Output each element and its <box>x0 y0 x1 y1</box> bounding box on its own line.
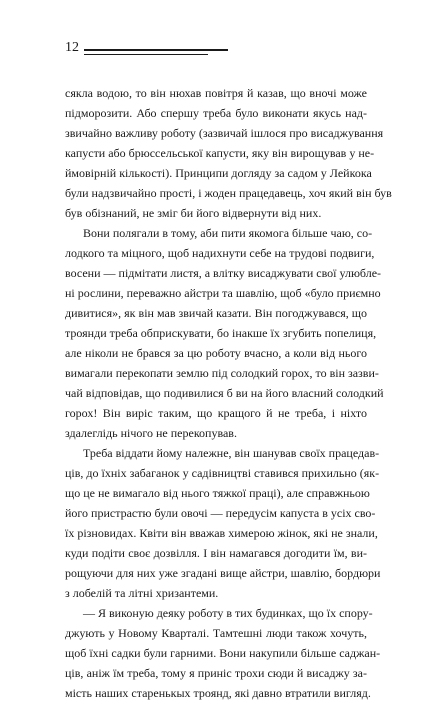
text-line: щоб їхні садки були гарними. Вони накупили більше саджан- <box>65 646 381 660</box>
text-line: його пристрастю були овочі — передусім капуста в усіх сво- <box>65 506 376 520</box>
text-line: що це не вимагало від нього тяжкої праці), але справжньою <box>65 486 370 500</box>
text-line: здалеглідь нічого не перекопував. <box>65 426 237 440</box>
text-line: рощуючи для них уже згадані вище айстри, шавлію, бордюри <box>65 566 381 580</box>
text-line: були надзвичайно прості, і жоден працедавець, хоч який він був <box>65 186 392 200</box>
body-text <box>65 83 392 703</box>
text-line: Треба віддати йому належне, він шанував своїх працедав- <box>83 446 380 460</box>
text-line: але ніколи не брався за цю роботу вчасно, а коли від нього <box>65 346 367 360</box>
text-line: сякла водою, то він нюхав повітря й казав, що вночі може <box>65 86 367 100</box>
text-line: капусти або брюссельської капусти, яку він вирощував у не- <box>65 146 375 160</box>
text-line: куди подіти своє дозвілля. І він намагався догодити їм, ви- <box>65 546 367 560</box>
text-line: ні рослини, переважно айстри та шавлію, щоб «було приємно <box>65 286 381 300</box>
text-line: вимагали перекопати землю під солодкий горох, то він зазви- <box>65 366 379 380</box>
text-line: звичайно важливу роботу (зазвичай ішлося про висаджування <box>65 126 384 140</box>
header-rule-thin <box>84 54 208 55</box>
text-line: троянди треба обприскувати, бо інакше їх згубить попелиця, <box>65 326 377 340</box>
text-line: ймовірній кількості). Принципи догляду за садом у Лейкока <box>65 166 372 180</box>
text-line: — Я виконую деяку роботу в тих будинках, що їх спору- <box>83 606 373 620</box>
text-line: ців, до їхніх забаганок у садівництві ставився прихильно (як- <box>65 466 380 480</box>
text-line: дивитися», як він мав звичай казати. Він погоджувався, що <box>65 306 367 320</box>
text-line: був обізнаний, не зміг би його відвернути від них. <box>65 206 322 220</box>
text-line: ців, аніж їм треба, тому я приніс трохи сюди й висаджу за- <box>65 666 367 680</box>
text-line: восени — підмітати листя, а влітку висаджувати свої улюбле- <box>65 266 382 280</box>
text-line: лодкого та міцного, щоб надихнути себе на трудові подвиги, <box>65 246 375 260</box>
text-line: їх різновидах. Квіти він вважав химерою жінок, які не знали, <box>65 526 378 540</box>
text-line: Вони полягали в тому, аби пити якомога більше чаю, со- <box>83 226 373 240</box>
text-line: джують у Новому Кварталі. Тамтешні люди також хочуть, <box>65 626 367 640</box>
text-line: мість наших старенькых троянд, які давно втратили вигляд. <box>65 686 371 700</box>
page-number: 12 <box>65 40 79 55</box>
header-rule-thick <box>84 49 228 51</box>
text-line: горох! Він виріс таким, що кращого й не треба, і ніхто <box>65 406 367 420</box>
text-line: підморозити. Або спершу треба було виконати якусь над- <box>65 106 367 120</box>
text-line: чай відповідав, що подивилися б ви на його власний солодкий <box>65 386 384 400</box>
text-line: з лобелій та літні хризантеми. <box>65 586 219 600</box>
